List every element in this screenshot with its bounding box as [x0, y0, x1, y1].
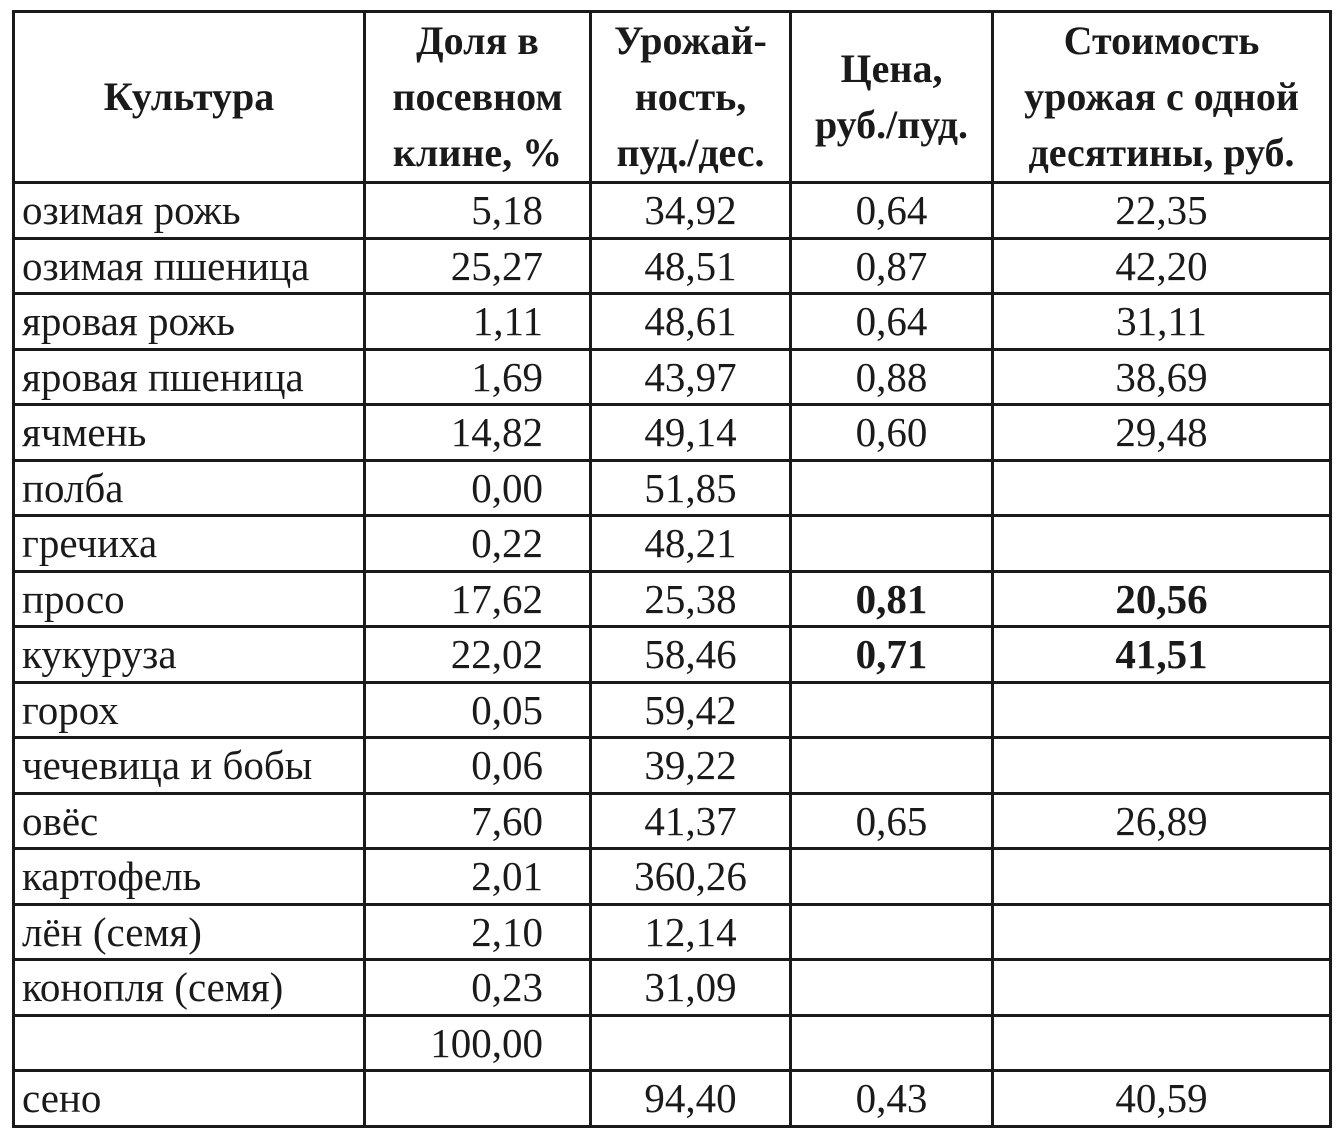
- cell-share: 2,10: [365, 904, 591, 960]
- header-price-line: Цена,: [840, 46, 943, 91]
- cell-yield: 94,40: [591, 1071, 791, 1127]
- cell-yield: 360,26: [591, 849, 791, 905]
- cell-yield: 48,51: [591, 238, 791, 294]
- cell-share: 25,27: [365, 238, 591, 294]
- cell-value: [993, 738, 1331, 794]
- table-row: [14, 960, 1331, 1016]
- cell-price: 0,43: [791, 1071, 993, 1127]
- header-price-line: руб./пуд.: [814, 102, 969, 147]
- table-row-total: [14, 1015, 1331, 1071]
- cell-share: 0,23: [365, 960, 591, 1016]
- cell-value: 38,69: [993, 349, 1331, 405]
- cell-crop: ячмень: [14, 405, 365, 461]
- header-crop: [14, 12, 365, 183]
- cell-share: 0,06: [365, 738, 591, 794]
- table-row: [14, 627, 1331, 683]
- cell-share-total: 100,00: [365, 1015, 591, 1071]
- cell-yield: 49,14: [591, 405, 791, 461]
- cell-share: 5,18: [365, 183, 591, 239]
- header-value-line: урожая с одной: [1024, 74, 1299, 119]
- header-share: [365, 12, 591, 183]
- table-row: [14, 460, 1331, 516]
- crop-yield-table: [12, 10, 1332, 1128]
- header-yield-line: ность,: [634, 74, 747, 119]
- cell-value: 42,20: [993, 238, 1331, 294]
- header-value: [993, 12, 1331, 183]
- cell-yield: 48,61: [591, 294, 791, 350]
- cell-yield: 41,37: [591, 793, 791, 849]
- cell-share: 0,22: [365, 516, 591, 572]
- table-row: [14, 294, 1331, 350]
- cell-price: [791, 682, 993, 738]
- cell-value: [993, 849, 1331, 905]
- cell-yield: 34,92: [591, 183, 791, 239]
- cell-yield: 31,09: [591, 960, 791, 1016]
- cell-crop: овёс: [14, 793, 365, 849]
- cell-price: 0,71: [791, 627, 993, 683]
- cell-crop: картофель: [14, 849, 365, 905]
- cell-price: [791, 1015, 993, 1071]
- cell-price: 0,87: [791, 238, 993, 294]
- cell-value: 40,59: [993, 1071, 1331, 1127]
- cell-value: [993, 516, 1331, 572]
- cell-price: 0,81: [791, 571, 993, 627]
- cell-price: [791, 516, 993, 572]
- cell-share: 7,60: [365, 793, 591, 849]
- cell-crop: просо: [14, 571, 365, 627]
- cell-price: 0,64: [791, 183, 993, 239]
- cell-yield: 39,22: [591, 738, 791, 794]
- cell-yield: 48,21: [591, 516, 791, 572]
- cell-share: 1,69: [365, 349, 591, 405]
- cell-value: [993, 460, 1331, 516]
- cell-value: [993, 682, 1331, 738]
- table-row: [14, 738, 1331, 794]
- table-row: [14, 849, 1331, 905]
- cell-crop: горох: [14, 682, 365, 738]
- cell-value: [993, 960, 1331, 1016]
- cell-crop: озимая рожь: [14, 183, 365, 239]
- table-row: [14, 405, 1331, 461]
- cell-yield: 58,46: [591, 627, 791, 683]
- header-share-line: Доля в: [416, 18, 539, 63]
- cell-crop: гречиха: [14, 516, 365, 572]
- cell-yield: 25,38: [591, 571, 791, 627]
- cell-value: 41,51: [993, 627, 1331, 683]
- cell-price: 0,64: [791, 294, 993, 350]
- cell-price: [791, 960, 993, 1016]
- table-row: [14, 516, 1331, 572]
- cell-share: [365, 1071, 591, 1127]
- table-row: [14, 1071, 1331, 1127]
- table-row: [14, 682, 1331, 738]
- table-row: [14, 793, 1331, 849]
- cell-share: 22,02: [365, 627, 591, 683]
- header-value-line: десятины, руб.: [1028, 130, 1295, 175]
- cell-yield: [591, 1015, 791, 1071]
- table-row: [14, 904, 1331, 960]
- cell-price: 0,88: [791, 349, 993, 405]
- cell-price: [791, 849, 993, 905]
- header-share-line: клине, %: [392, 130, 563, 175]
- cell-yield: 59,42: [591, 682, 791, 738]
- cell-price: 0,60: [791, 405, 993, 461]
- cell-price: [791, 738, 993, 794]
- cell-value: [993, 1015, 1331, 1071]
- cell-share: 0,00: [365, 460, 591, 516]
- cell-crop: [14, 1015, 365, 1071]
- cell-share: 2,01: [365, 849, 591, 905]
- cell-value: 31,11: [993, 294, 1331, 350]
- cell-yield: 12,14: [591, 904, 791, 960]
- cell-value: 22,35: [993, 183, 1331, 239]
- header-yield: [591, 12, 791, 183]
- table-row: [14, 349, 1331, 405]
- header-row: [14, 12, 1331, 183]
- cell-price: [791, 460, 993, 516]
- cell-value: 29,48: [993, 405, 1331, 461]
- table-row: [14, 571, 1331, 627]
- cell-crop: конопля (семя): [14, 960, 365, 1016]
- cell-crop: чечевица и бобы: [14, 738, 365, 794]
- cell-share: 1,11: [365, 294, 591, 350]
- cell-crop: лён (семя): [14, 904, 365, 960]
- header-yield-line: Урожай-: [614, 18, 767, 63]
- cell-price: 0,65: [791, 793, 993, 849]
- cell-crop: яровая пшеница: [14, 349, 365, 405]
- header-value-line: Стоимость: [1063, 18, 1260, 63]
- cell-crop: сено: [14, 1071, 365, 1127]
- cell-value: 26,89: [993, 793, 1331, 849]
- cell-yield: 43,97: [591, 349, 791, 405]
- cell-crop: яровая рожь: [14, 294, 365, 350]
- table-row: [14, 238, 1331, 294]
- cell-crop: кукуруза: [14, 627, 365, 683]
- table-row: [14, 183, 1331, 239]
- cell-crop: полба: [14, 460, 365, 516]
- cell-value: 20,56: [993, 571, 1331, 627]
- cell-value: [993, 904, 1331, 960]
- header-price: [791, 12, 993, 183]
- cell-price: [791, 904, 993, 960]
- cell-share: 17,62: [365, 571, 591, 627]
- cell-crop: озимая пшеница: [14, 238, 365, 294]
- cell-yield: 51,85: [591, 460, 791, 516]
- header-crop-line: Культура: [103, 74, 275, 119]
- header-share-line: посевном: [392, 74, 563, 119]
- cell-share: 0,05: [365, 682, 591, 738]
- cell-share: 14,82: [365, 405, 591, 461]
- header-yield-line: пуд./дес.: [616, 130, 765, 175]
